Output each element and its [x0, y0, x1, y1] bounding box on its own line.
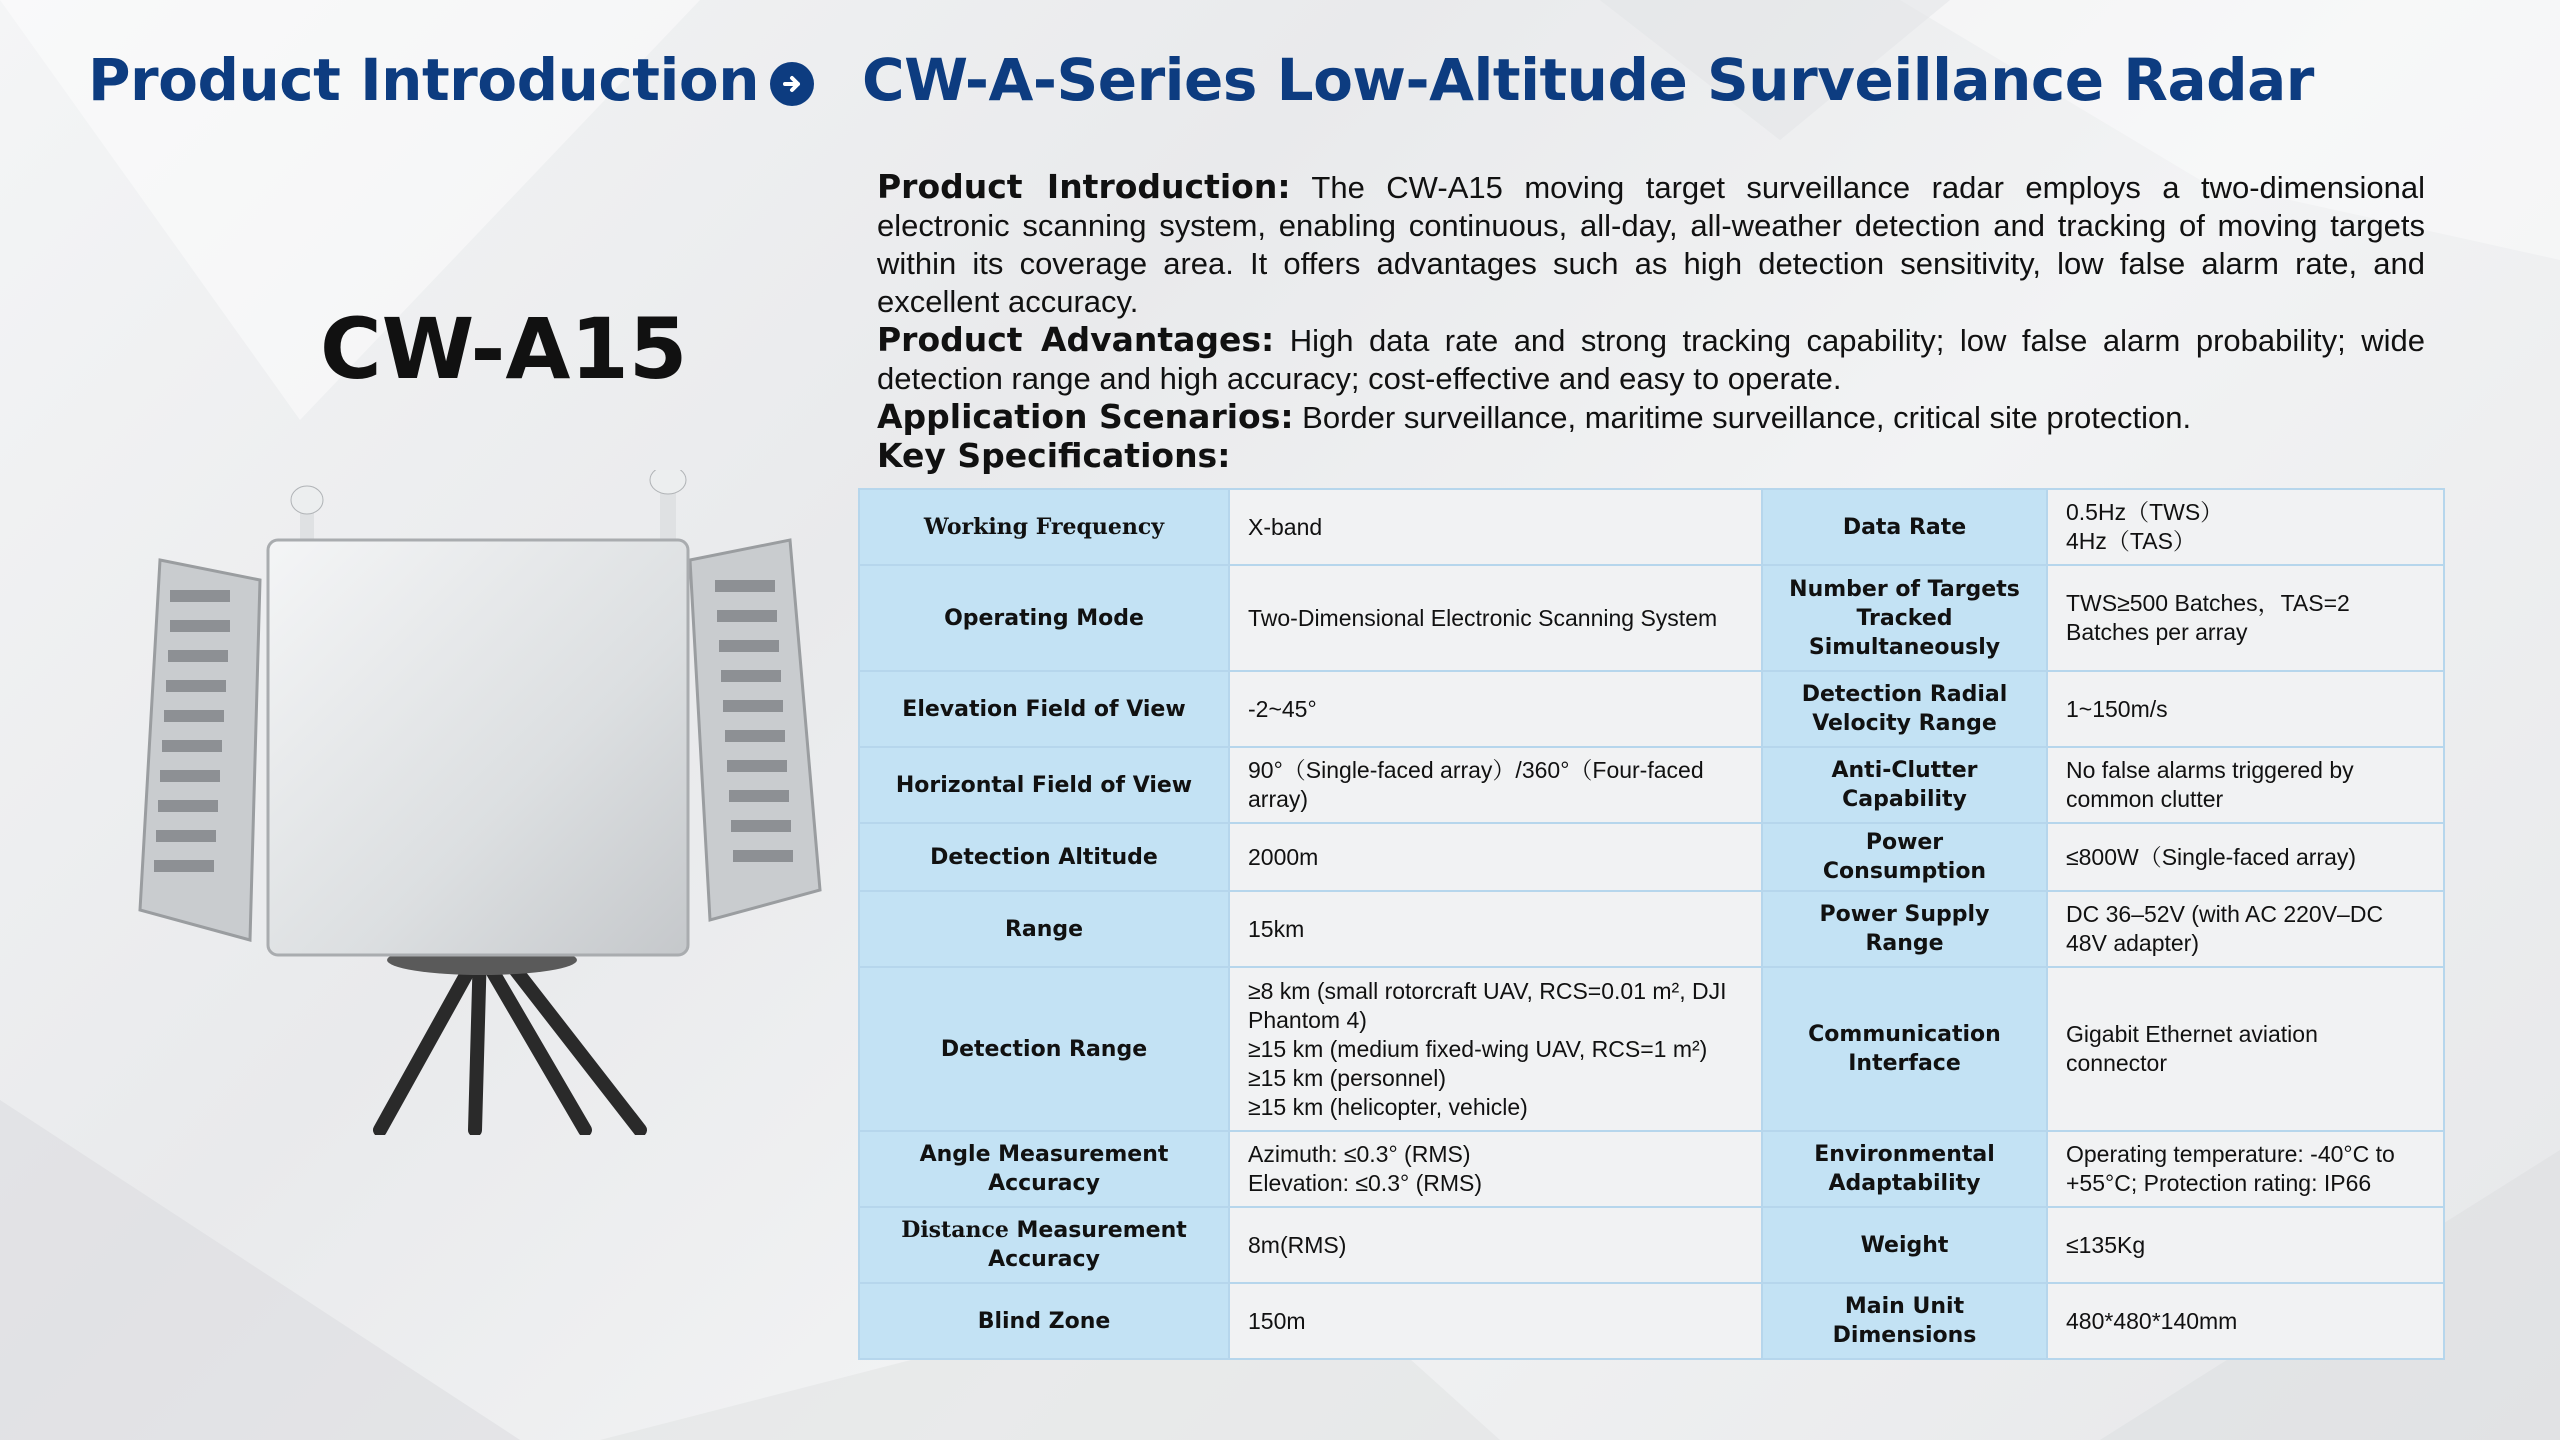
spec-value: 8m(RMS)	[1229, 1207, 1762, 1283]
spec-value: Gigabit Ethernet aviation connector	[2047, 967, 2444, 1131]
spec-label: Anti-Clutter Capability	[1762, 747, 2047, 823]
spec-label-part: Measurement Accuracy	[988, 1218, 1187, 1272]
table-row	[859, 823, 2444, 891]
spec-label: Data Rate	[1762, 489, 2047, 565]
spec-label: Detection Range	[859, 967, 1229, 1131]
spec-label	[859, 1207, 1229, 1283]
spec-value: ≥8 km (small rotorcraft UAV, RCS=0.01 m², DJI Phantom 4) ≥15 km (medium fixed-wing UAV, RCS=1 m²) ≥15 km (personnel) ≥15 km (helicopter, vehicle)	[1229, 967, 1762, 1131]
intro-label: Product Introduction:	[877, 167, 1291, 206]
circle-arrow-right-icon	[770, 62, 814, 106]
spec-label: Range	[859, 891, 1229, 967]
spec-value: 0.5Hz（TWS） 4Hz（TAS）	[2047, 489, 2444, 565]
spec-label: Operating Mode	[859, 565, 1229, 671]
scenarios-label: Application Scenarios:	[877, 397, 1294, 436]
table-row	[859, 1131, 2444, 1207]
spec-label: Weight	[1762, 1207, 2047, 1283]
spec-label: Environmental Adaptability	[1762, 1131, 2047, 1207]
spec-value: 2000m	[1229, 823, 1762, 891]
spec-value: 1~150m/s	[2047, 671, 2444, 747]
spec-label: Main Unit Dimensions	[1762, 1283, 2047, 1359]
spec-value: X-band	[1229, 489, 1762, 565]
specifications-table	[858, 488, 2445, 1360]
section-title: Product Introduction	[88, 46, 760, 114]
spec-value: DC 36–52V (with AC 220V–DC 48V adapter)	[2047, 891, 2444, 967]
table-row	[859, 489, 2444, 565]
spec-value: Operating temperature: -40°C to +55°C; Protection rating: IP66	[2047, 1131, 2444, 1207]
spec-label: Working Frequency	[859, 489, 1229, 565]
model-name: CW-A15	[320, 300, 688, 398]
advantages-body: High data rate and strong tracking capability; low false alarm probability; wide detection range and high accuracy; cost-effective and easy to operate.	[877, 323, 2425, 396]
spec-value: ≤135Kg	[2047, 1207, 2444, 1283]
spec-label: Horizontal Field of View	[859, 747, 1229, 823]
spec-label: Blind Zone	[859, 1283, 1229, 1359]
spec-value: 480*480*140mm	[2047, 1283, 2444, 1359]
spec-label: Number of Targets Tracked Simultaneously	[1762, 565, 2047, 671]
spec-value: TWS≥500 Batches，TAS=2 Batches per array	[2047, 565, 2444, 671]
page-title: CW-A-Series Low-Altitude Surveillance Radar	[862, 46, 2314, 114]
spec-value: No false alarms triggered by common clutter	[2047, 747, 2444, 823]
spec-label: Elevation Field of View	[859, 671, 1229, 747]
table-row	[859, 565, 2444, 671]
spec-value: Azimuth: ≤0.3° (RMS) Elevation: ≤0.3° (RMS)	[1229, 1131, 1762, 1207]
spec-label: Detection Radial Velocity Range	[1762, 671, 2047, 747]
table-row	[859, 891, 2444, 967]
table-row	[859, 1207, 2444, 1283]
intro-paragraph	[877, 168, 2425, 321]
table-row	[859, 1283, 2444, 1359]
spec-label: Detection Altitude	[859, 823, 1229, 891]
intro-body: The CW-A15 moving target surveillance radar employs a two-dimensional electronic scanning system, enabling continuous, all-day, all-weather detection and tracking of moving targets within its coverage area. It offers advantages such as high detection sensitivity, low false alarm rate, and excellent accuracy.	[877, 170, 2425, 319]
spec-value: ≤800W（Single-faced array)	[2047, 823, 2444, 891]
table-row	[859, 671, 2444, 747]
spec-label-part: Distance	[901, 1217, 1009, 1243]
spec-label: Angle Measurement Accuracy	[859, 1131, 1229, 1207]
spec-value: 150m	[1229, 1283, 1762, 1359]
spec-label: Power Consumption	[1762, 823, 2047, 891]
spec-value: Two-Dimensional Electronic Scanning System	[1229, 565, 1762, 671]
spec-label: Power Supply Range	[1762, 891, 2047, 967]
spec-value: 15km	[1229, 891, 1762, 967]
table-row	[859, 747, 2444, 823]
specs-heading-paragraph	[877, 437, 2425, 476]
scenarios-paragraph	[877, 398, 2425, 437]
table-row	[859, 967, 2444, 1131]
spec-value: 90°（Single-faced array）/360°（Four-faced array)	[1229, 747, 1762, 823]
scenarios-body: Border surveillance, maritime surveillance, critical site protection.	[1293, 400, 2192, 435]
spec-value: -2~45°	[1229, 671, 1762, 747]
radar-product-image	[130, 470, 830, 1135]
advantages-paragraph	[877, 321, 2425, 398]
advantages-label: Product Advantages:	[877, 320, 1275, 359]
intro-text	[877, 168, 2425, 476]
spec-label: Communication Interface	[1762, 967, 2047, 1131]
specs-heading: Key Specifications:	[877, 436, 1231, 475]
